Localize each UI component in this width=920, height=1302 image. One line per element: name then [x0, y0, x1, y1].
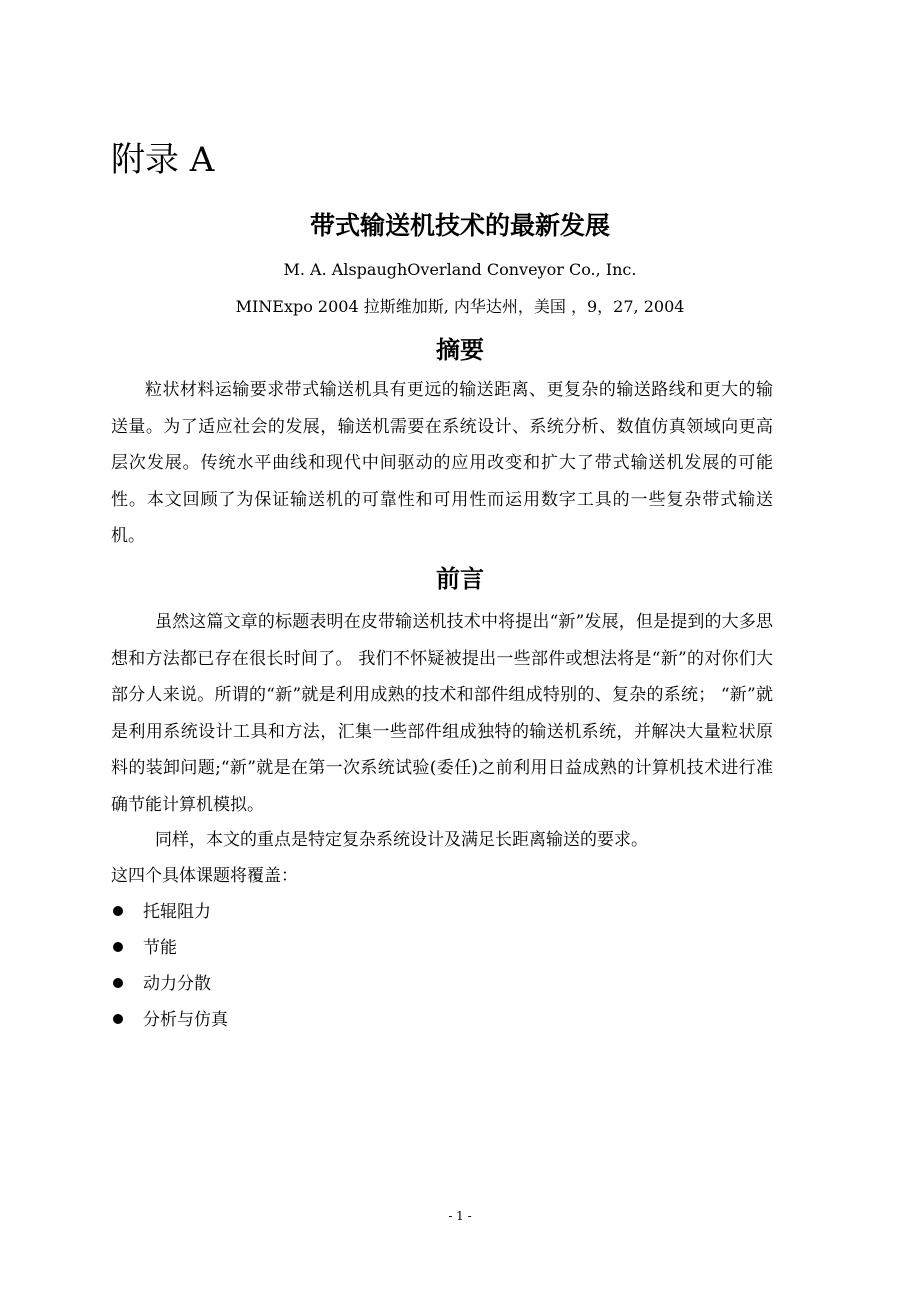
topic-label: 托辊阻力 [143, 902, 211, 922]
topic-label: 节能 [143, 938, 177, 958]
topic-label: 分析与仿真 [143, 1010, 228, 1030]
topic-label: 动力分散 [143, 974, 211, 994]
preface-paragraph-1: 虽然这篇文章的标题表明在皮带输送机技术中将提出“新”发展，但是提到的大多思想和方法都已存在很长时间了。 我们不怀疑被提出一些部件或想法将是“新”的对你们大部分人来说。所谓的“新”就是利用成熟的技术和部件组成特别的、复杂的系统； “新”就是利用系统设计工具和方法，汇集一些部件组成独特的输送机系统，并解决大量粒状原料的装卸问题;“新”就是在第一次系统试验(委任)之前利用日益成熟的计算机技术进行准确节能计算机模拟。 [111, 612, 773, 815]
preface-paragraph-3: 这四个具体课题将覆盖： [111, 866, 298, 886]
paper-title: 带式输送机技术的最新发展 [309, 211, 610, 240]
bullet-icon [113, 942, 123, 952]
bullet-icon [113, 978, 123, 988]
page-number: - 1 - [448, 1209, 472, 1223]
appendix-title: 附录 A [111, 140, 215, 180]
preface-heading: 前言 [436, 565, 484, 593]
preface-paragraph-2: 同样，本文的重点是特定复杂系统设计及满足长距离输送的要求。 [155, 830, 648, 850]
bullet-icon [113, 1014, 123, 1024]
author-line: M. A. AlspaughOverland Conveyor Co., Inc. [283, 260, 637, 279]
bullet-icon [113, 906, 123, 916]
abstract-paragraph: 粒状材料运输要求带式输送机具有更远的输送距离、更复杂的输送路线和更大的输送量。为了适应社会的发展，输送机需要在系统设计、系统分析、数值仿真领域向更高层次发展。传统水平曲线和现代中间驱动的应用改变和扩大了带式输送机发展的可能性。本文回顾了为保证输送机的可靠性和可用性而运用数字工具的一些复杂带式输送机。 [111, 380, 773, 546]
venue-line: MINExpo 2004 拉斯维加斯, 内华达州，美国 ，9，27, 2004 [235, 297, 685, 316]
abstract-heading: 摘要 [436, 336, 484, 364]
